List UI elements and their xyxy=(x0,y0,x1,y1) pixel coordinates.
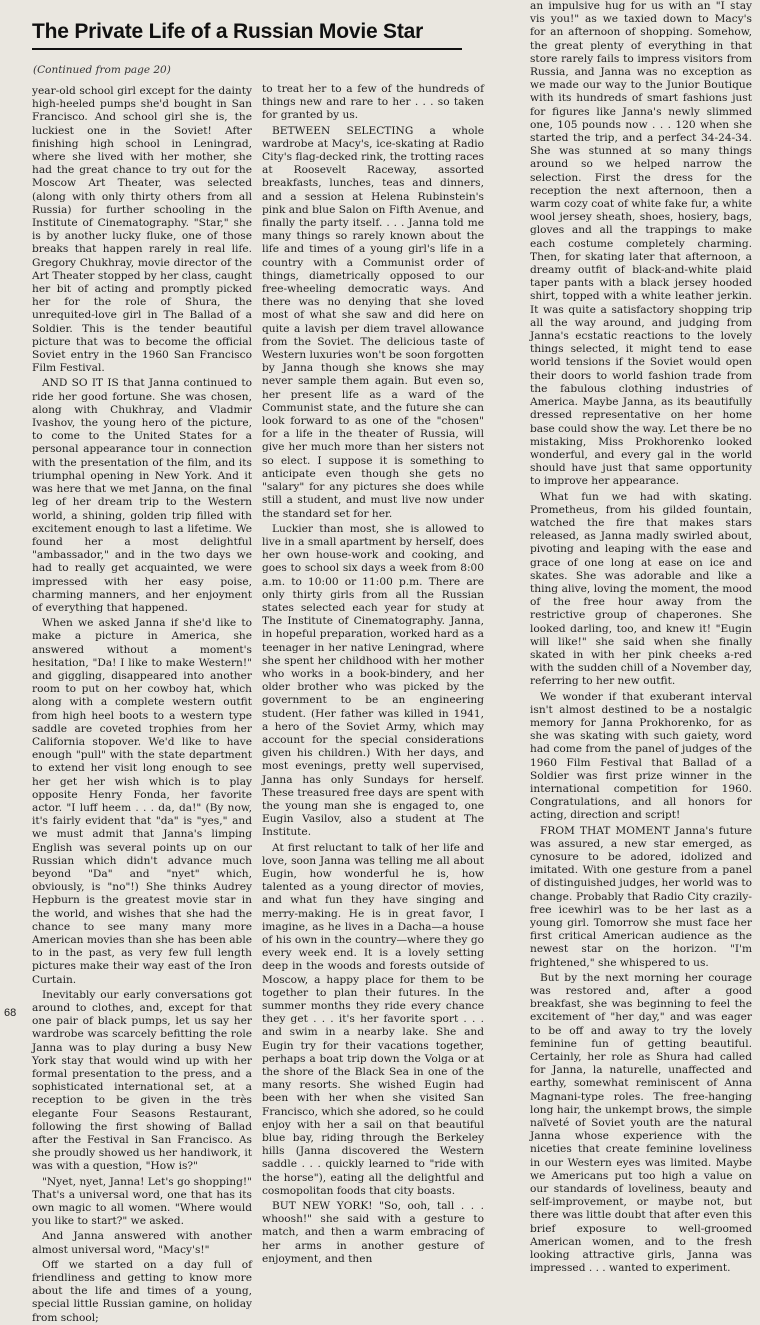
article-title: The Private Life of a Russian Movie Star xyxy=(32,20,424,43)
paragraph: AND SO IT IS that Janna continued to ride her good fortune. She was chosen, along with Chukhray, and Vladmir Ivashov, the young hero of the picture, to come to the United States for a personal appearance tour in connection with the presentation of the film, and its triumphal opening in New York. And it was here that we met Janna, on the final leg of her dream trip to the Western world, a shining, golden trip filled with excitement enough to last a lifetime. We found her a most delightful "ambassador," and in the two days we had to really get acquainted, we were impressed with her easy poise, charming manners, and her enjoyment of everything that happened. xyxy=(32,377,252,614)
paragraph: "Nyet, nyet, Janna! Let's go shopping!" That's a universal word, one that has its own magic to all women. "Where would you like to start?" we asked. xyxy=(32,1175,252,1228)
paragraph: Off we started on a day full of friendliness and getting to know more about the life and times of a young, special little Russian gamine, on holiday from school; xyxy=(32,1258,252,1324)
paragraph: And Janna answered with another almost universal word, "Macy's!" xyxy=(32,1230,252,1256)
continued-note: (Continued from page 20) xyxy=(33,64,171,76)
paragraph: year-old school girl except for the dainty high-heeled pumps she'd bought in San Francisco. And school girl she is, the luckiest one in the Soviet! After finishing high school in Leningrad, where she lived with her mother, she had the great chance to try out for the Moscow Art Theater, was selected (along with only thirty others from all Russia) for further schooling in the Institute of Cinematography. "Star," she is by another lucky fluke, one of those breaks that happen rarely in real life. Gregory Chukhray, movie director of the Art Theater stopped by her class, caught her bit of acting and promptly picked her for the role of Shura, the unrequited-love girl in The Ballad of a Soldier. This is the tender beautiful picture that was to become the official Soviet entry in the 1960 San Francisco Film Festival. xyxy=(32,85,252,375)
paragraph: BETWEEN SELECTING a whole wardrobe at Macy's, ice-skating at Radio City's flag-decked rink, the trotting races at Roosevelt Raceway, assorted breakfasts, lunches, teas and dinners, and a session at Helena Rubinstein's pink and blue Salon on Fifth Avenue, and finally the party itself. . . . Janna told me many things so rarely known about the life and times of a young girl's life in a country with a Communist order of things, diametrically opposed to our free-wheeling democratic ways. And there was no denying that she loved most of what she saw and did here on quite a lavish per diem travel allowance from the Soviet. The delicious taste of Western luxuries won't be soon forgotten by Janna though she knows she may never sample them again. But even so, her present life as a ward of the Communist state, and the future she can look forward to as one of the "chosen" for a life in the theater of Russia, will give her much more than her sisters not so elect. I suppose it is something to anticipate even though she gets no "salary" for any pictures she does while still a student, and must live now under the standard set for her. xyxy=(262,124,484,520)
paragraph: But by the next morning her courage was restored and, after a good breakfast, she was beginning to feel the excitement of "her day," and was eager to be off and away to try the lovely feminine fun of getting beautiful. Certainly, her role as Shura had called for Janna, la naturelle, unaffected and earthy, somewhat reminiscent of Anna Magnani-type roles. The free-hanging long hair, the unkempt brows, the simple naïveté of Soviet youth are the natural Janna whose experience with the niceties that create feminine loveliness in our Western eyes was limited. Maybe we Americans put too high a value on our standards of loveliness, beauty and self-improvement, or maybe not, but there was little doubt that after even this brief exposure to well-groomed American women, and to the fresh looking attractive girls, Janna was impressed . . . wanted to experiment. xyxy=(530,971,752,1275)
paragraph: an impulsive hug for us with an "I stay vis you!" as we taxied down to Macy's for an afternoon of shopping. Somehow, the great plenty of everything in that store rarely fails to impress visitors from Russia, and Janna was no exception as we made our way to the Junior Boutique with its hundreds of smart fashions just for figures like Janna's newly slimmed one, 105 pounds now . . . 120 when she started the trip, and a perfect 34-24-34. She was stunned at so many things around so we helped narrow the selection. First the dress for the reception the next afternoon, then a warm cozy coat of white fake fur, a white wool jersey sheath, shoes, hosiery, bags, gloves and all the trappings to make each costume completely charming. Then, for skating later that afternoon, a dreamy outfit of black-and-white plaid taper pants with a black jersey hooded shirt, topped with a white leather jerkin. It was quite a satisfactory shopping trip all the way around, and judging from Janna's ecstatic reactions to the lovely things selected, it might tend to ease world tensions if the Soviet would open their doors to world fashion trade from the fabulous clothing industries of America. Maybe Janna, as its beautifully dressed representative on her home base could show the way. Let there be no mistaking, Miss Prokhorenko looked wonderful, and every gal in the world should have just that same opportunity to improve her appearance. xyxy=(530,0,752,488)
paragraph: Inevitably our early conversations got around to clothes, and, except for that one pair of black pumps, let us say her wardrobe was scarcely befitting the role Janna was to play during a busy New York stay that would wind up with her formal presentation to the press, and a sophisticated international set, at a reception to be given in the très elegante Four Seasons Restaurant, following the first showing of Ballad after the Festival in San Francisco. As she proudly showed us her handiwork, it was with a question, "How is?" xyxy=(32,988,252,1173)
text-column-1 xyxy=(32,85,252,1324)
text-column-2 xyxy=(262,83,484,1265)
paragraph: Luckier than most, she is allowed to live in a small apartment by herself, does her own house-work and cooking, and goes to school six days a week from 8:00 a.m. to 10:00 or 11:00 p.m. There are only thirty girls from all the Russian states selected each year for study at The Institute of Cinematography. Janna, in hopeful preparation, worked hard as a teenager in her native Leningrad, where she spent her childhood with her mother who works in a book-bindery, and her older brother who was picked by the government to be an engineering student. (Her father was killed in 1941, a hero of the Soviet Army, which may account for the special considerations given his children.) With her days, and most evenings, pretty well supervised, Janna has only Sundays for herself. These treasured free days are spent with the young man she is engaged to, one Eugin Vasilov, also a student at The Institute. xyxy=(262,522,484,839)
paragraph: to treat her to a few of the hundreds of things new and rare to her . . . so taken for granted by us. xyxy=(262,83,484,122)
paragraph: When we asked Janna if she'd like to make a picture in America, she answered without a moment's hesitation, "Da! I like to make Western!" and giggling, disappeared into another room to put on her cowboy hat, which along with a complete western outfit from high heel boots to a western type saddle are coveted trophies from her California stopover. We'd like to have enough "pull" with the state department to extend her visit long enough to see her get her wish which is to play opposite Henry Fonda, her favorite actor. "I luff heem . . . da, da!" (By now, it's fairly evident that "da" is "yes," and we must admit that Janna's limping English was several points up on our Russian which didn't advance much beyond "Da" and "nyet" which, obviously, is "no"!) She thinks Audrey Hepburn is the greatest movie star in the world, and wishes that she had the chance to see many many more American movies than she has been able to in the past, as very few full length pictures make their way east of the Iron Curtain. xyxy=(32,617,252,986)
paragraph: At first reluctant to talk of her life and love, soon Janna was telling me all about Eugin, how wonderful he is, how talented as a young director of movies, and what fun they have singing and merry-making. He is in great favor, I imagine, as he lives in a Dacha—a house of his own in the country—where they go every week end. It is a lovely setting deep in the woods and forests outside of Moscow, a happy place for them to be together to plan their futures. In the summer months they ride every chance they get . . . it's her favorite sport . . . and swim in a nearby lake. She and Eugin try for their vacations together, perhaps a boat trip down the Volga or at the shore of the Black Sea in one of the many resorts. She wished Eugin had been with her when she visited San Francisco, which she adored, so he could enjoy with her a sail on that beautiful blue bay, riding through the Berkeley hills (Janna discovered the Western saddle . . . quickly learned to "ride with the horse"), eating all the delightful and cosmopolitan foods that city boasts. xyxy=(262,841,484,1197)
paragraph: BUT NEW YORK! "So, ooh, tall . . . whoosh!" she said with a gesture to match, and then a warm embracing of her arms in another gesture of enjoyment, and then xyxy=(262,1200,484,1265)
text-column-3 xyxy=(530,0,752,1275)
page-number: 68 xyxy=(4,1007,17,1019)
title-rule xyxy=(32,48,462,50)
paragraph: FROM THAT MOMENT Janna's future was assured, a new star emerged, as cynosure to be adored, idolized and imitated. With one gesture from a panel of distinguished judges, her world was to change. Probably that Radio City crazily-free icewhirl was to be her last as a young girl. Tomorrow she must face her first critical American audience as the newest star on the horizon. "I'm frightened," she whispered to us. xyxy=(530,824,752,969)
paragraph: What fun we had with skating. Prometheus, from his gilded fountain, watched the fire that makes stars released, as Janna madly swirled about, pivoting and leaping with the ease and grace of one long at ease on ice and skates. She was adorable and like a thing alive, loving the moment, the mood of the free hour away from the restrictive group of chaperones. She looked darling, too, and knew it! "Eugin will like!" she said when she finally skated in with her pink cheeks a-red with the sudden chill of a November day, referring to her new outfit. xyxy=(530,490,752,688)
paragraph: We wonder if that exuberant interval isn't almost destined to be a nostalgic memory for Janna Prokhorenko, for as she was skating with such gaiety, word had come from the panel of judges of the 1960 Film Festival that Ballad of a Soldier was first prize winner in the international competition for 1960. Congratulations, and all honors for acting, direction and script! xyxy=(530,690,752,822)
